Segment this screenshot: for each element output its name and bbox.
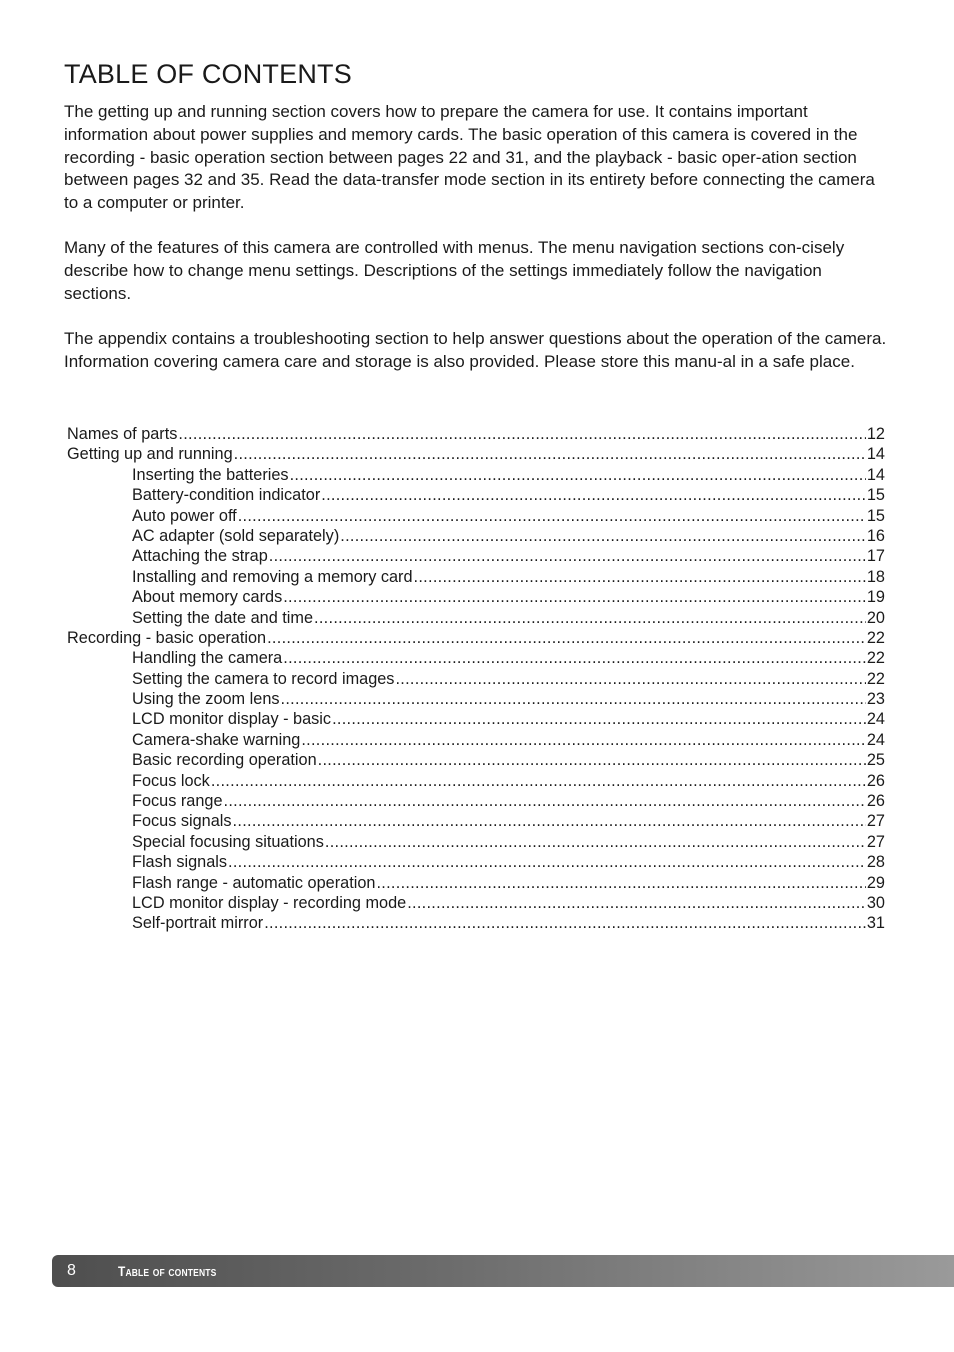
- toc-entry: [67, 832, 885, 852]
- toc-entry: [67, 913, 885, 933]
- toc-entry-page: 16: [866, 526, 885, 545]
- toc-entry-title: Setting the camera to record images: [132, 669, 395, 688]
- toc-entry: [67, 811, 885, 831]
- toc-entry: [67, 506, 885, 526]
- toc-leader-dots: [233, 811, 866, 831]
- toc-entry-title: Flash range - automatic operation: [132, 873, 376, 892]
- toc-entry: [67, 709, 885, 729]
- toc-entry-title: Using the zoom lens: [132, 690, 280, 709]
- toc-leader-dots: [376, 873, 865, 893]
- toc-leader-dots: [178, 424, 865, 444]
- toc-leader-dots: [269, 546, 866, 566]
- toc-entry: [67, 608, 885, 628]
- footer-page-number: 8: [67, 1262, 76, 1279]
- toc-entry-page: 24: [866, 730, 885, 749]
- toc-entry-title: About memory cards: [132, 588, 283, 607]
- toc-entry: [67, 546, 885, 566]
- toc-entry: [67, 567, 885, 587]
- toc-leader-dots: [264, 913, 866, 933]
- toc-entry-page: 30: [866, 893, 885, 912]
- intro-paragraph: The appendix contains a troubleshooting section to help answer questions about the operation of the camera. Information covering camera care and storage is also provided. Please store this manu-al in a safe place.: [64, 329, 887, 372]
- toc-entry-page: 17: [866, 547, 885, 566]
- toc-entry-page: 27: [866, 812, 885, 831]
- toc-entry-page: 28: [866, 853, 885, 872]
- toc-entry: [67, 424, 885, 444]
- toc-entry-title: Inserting the batteries: [132, 465, 289, 484]
- toc-entry: [67, 689, 885, 709]
- toc-entry-title: LCD monitor display - basic: [132, 710, 332, 729]
- toc-entry-page: 14: [866, 465, 885, 484]
- toc-entry-page: 22: [866, 649, 885, 668]
- toc-entry-title: LCD monitor display - recording mode: [132, 893, 407, 912]
- toc-entry: [67, 893, 885, 913]
- toc-entry-page: 26: [866, 792, 885, 811]
- toc-leader-dots: [332, 709, 866, 729]
- toc-entry-page: 19: [866, 588, 885, 607]
- toc-entry: [67, 873, 885, 893]
- toc-entry: [67, 648, 885, 668]
- toc-entry: [67, 444, 885, 464]
- toc-entry-page: 15: [866, 486, 885, 505]
- toc-entry: [67, 587, 885, 607]
- intro-text: [64, 101, 888, 396]
- toc-entry-title: Special focusing situations: [132, 832, 324, 851]
- toc-entry-page: 18: [866, 567, 885, 586]
- toc-entry-page: 26: [866, 771, 885, 790]
- toc-entry-page: 27: [866, 832, 885, 851]
- toc-entry-title: Names of parts: [67, 425, 178, 443]
- toc-entry-title: AC adapter (sold separately): [132, 526, 340, 545]
- toc-leader-dots: [281, 689, 866, 709]
- toc-entry: [67, 791, 885, 811]
- toc-entry-page: 25: [866, 751, 885, 770]
- toc-entry-page: 15: [866, 506, 885, 525]
- toc-leader-dots: [290, 465, 866, 485]
- toc-entry-title: Self-portrait mirror: [132, 914, 264, 933]
- toc-entry-page: 23: [866, 690, 885, 709]
- toc-entry: [67, 750, 885, 770]
- toc-entry-title: Handling the camera: [132, 649, 283, 668]
- toc-entry-page: 29: [866, 873, 885, 892]
- toc-entry-title: Setting the date and time: [132, 608, 314, 627]
- toc-leader-dots: [321, 485, 866, 505]
- toc-entry-title: Basic recording operation: [132, 751, 317, 770]
- toc-leader-dots: [211, 771, 866, 791]
- toc-leader-dots: [318, 750, 866, 770]
- toc-leader-dots: [283, 648, 866, 668]
- toc-entry: [67, 526, 885, 546]
- toc-entry: [67, 465, 885, 485]
- toc-entry: [67, 852, 885, 872]
- toc-entry-title: Focus range: [132, 792, 223, 811]
- toc-entry-title: Focus lock: [132, 771, 210, 790]
- toc-leader-dots: [283, 587, 866, 607]
- toc-entry: [67, 771, 885, 791]
- toc-leader-dots: [325, 832, 866, 852]
- toc-entry-page: 20: [866, 608, 885, 627]
- toc-entry-title: Recording - basic operation: [67, 628, 267, 647]
- toc-entry: [67, 730, 885, 750]
- toc-entry-title: Camera-shake warning: [132, 730, 301, 749]
- toc-leader-dots: [234, 444, 866, 464]
- toc-leader-dots: [407, 893, 866, 913]
- intro-paragraph: Many of the features of this camera are controlled with menus. The menu navigation sections con-cisely describe how to change menu settings. Descriptions of the settings immediately follow the navigation sections.: [64, 238, 845, 304]
- toc-leader-dots: [228, 852, 866, 872]
- toc-entry-page: 24: [866, 710, 885, 729]
- toc-list: [67, 424, 885, 934]
- toc-entry-page: 22: [866, 628, 885, 647]
- toc-leader-dots: [314, 608, 866, 628]
- intro-paragraph: The getting up and running section covers how to prepare the camera for use. It contains important information about power supplies and memory cards. The basic operation of this camera is covered in the recording - basic operation section between pages 22 and 31, and the playback - basic oper-ation section between pages 32 and 35. Read the data-transfer mode section in its entirety before connecting the camera to a computer or printer.: [64, 102, 875, 213]
- toc-entry-page: 31: [866, 914, 885, 933]
- toc-entry: [67, 485, 885, 505]
- toc-entry-title: Getting up and running: [67, 445, 233, 464]
- toc-entry-title: Attaching the strap: [132, 547, 268, 566]
- toc-entry-title: Installing and removing a memory card: [132, 567, 413, 586]
- toc-leader-dots: [414, 567, 866, 587]
- page-title: TABLE OF CONTENTS: [64, 59, 352, 89]
- toc-entry-title: Flash signals: [132, 853, 228, 872]
- footer-section-title: Table of contents: [118, 1263, 217, 1279]
- toc-entry-page: 22: [866, 669, 885, 688]
- toc-leader-dots: [238, 506, 866, 526]
- toc-leader-dots: [395, 669, 865, 689]
- toc-leader-dots: [301, 730, 866, 750]
- toc-leader-dots: [224, 791, 866, 811]
- toc-leader-dots: [340, 526, 866, 546]
- toc-entry-title: Auto power off: [132, 506, 237, 525]
- toc-leader-dots: [267, 628, 866, 648]
- toc-entry: [67, 669, 885, 689]
- toc-entry-title: Focus signals: [132, 812, 232, 831]
- toc-entry: [67, 628, 885, 648]
- toc-entry-page: 14: [866, 445, 885, 464]
- toc-entry-page: 12: [866, 425, 885, 443]
- toc-entry-title: Battery-condition indicator: [132, 486, 321, 505]
